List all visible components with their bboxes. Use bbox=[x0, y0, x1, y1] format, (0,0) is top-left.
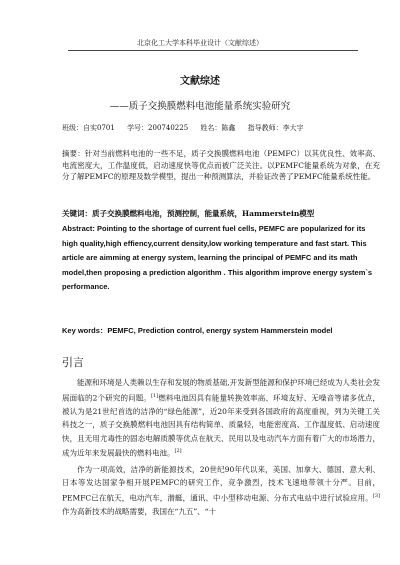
intro-p2b-text: 作为高新技术的战略需要，我国在“九五”、“十 bbox=[62, 506, 217, 516]
author-info bbox=[62, 123, 382, 133]
intro-paragraph-1 bbox=[62, 376, 380, 461]
citation-1: [1] bbox=[151, 392, 159, 399]
keywords-cn: 关键词：质子交换膜燃料电池，预测控制，能量系统，Hammerstein模型 bbox=[62, 209, 315, 218]
class-field: 班级：自实0701 bbox=[62, 124, 115, 132]
abstract-en: Abstract: Pointing to the shortage of current fuel cells, PEMFC are popularized for its high quality,high effiency,current density,low working temperature and fast start. This article are aimming at energy system, learning the principal of PEMFC and its math model,then proposing a prediction algorithm . This algorithm improve energy system`s performance. bbox=[62, 224, 373, 291]
advisor-field: 指导教师：李大宇 bbox=[247, 124, 304, 132]
intro-p2-text: 作为一项高效，洁净的新能源技术，20世纪90年代以来，美国、加拿大、德国、意大利、日本等发达国家争相开展PEMFC的研究工作，竞争激烈，技术飞速地带领十分严。目前，PEMFC已在航天，电动汽车，潜艇，通讯、中小型移动电源、分布式电站中进行试验应用。 bbox=[62, 464, 380, 503]
intro-body bbox=[62, 376, 380, 518]
abstract-cn: 摘要：针对当前燃料电池的一些不足，质子交换膜燃料电池（PEMFC）以其优良性、效率高、电流密度大，工作温度低，启动速度快等优点而被广泛关注。以PEMFC能量系统为对象，在充分了解PEMFC的原理及数学模型，提出一种预测算法，并验证改善了PEMFC能量系统性能。 bbox=[62, 149, 380, 181]
name-field: 姓名：陈鑫 bbox=[200, 124, 236, 132]
student-id-field: 学号：200740225 bbox=[127, 124, 189, 132]
header-rule bbox=[68, 50, 358, 51]
citation-2: [2] bbox=[174, 448, 182, 455]
citation-3: [3] bbox=[372, 492, 380, 499]
doc-subtitle: ——质子交换膜燃料电池能量系统实验研究 bbox=[109, 101, 291, 112]
running-header: 北京化工大学本科毕业设计（文献综述） bbox=[137, 39, 263, 47]
intro-paragraph-2 bbox=[62, 463, 380, 519]
intro-p1-text: 能源和环境是人类赖以生存和发展的物质基础,开发新型能源和保护环境已经成为人类社会发展面临的2个研究的问题。 bbox=[62, 378, 380, 403]
doc-title: 文献综述 bbox=[180, 76, 220, 87]
keywords-en: Key words：PEMFC, Prediction control, energy system Hammerstein model bbox=[62, 326, 333, 335]
intro-heading: 引言 bbox=[62, 356, 84, 369]
intro-p1b-text: 燃料电池因具有能量转换效率高、环境友好、无噪音等诸多优点，被认为是21世纪首选的洁净的“绿色能源”，近20年来受到各国政府的高度重视，列为关键工关科技之一，质子交换膜燃料电池因具有结构简单、质量轻，电能密度高、工作温度低、启动速度快，且无用尤毒性的固态电解质膜等优点在航天、民用以及电动汽车方面有着广大的市场潜力，成为近年来发展最快的燃料电池。 bbox=[62, 393, 381, 458]
